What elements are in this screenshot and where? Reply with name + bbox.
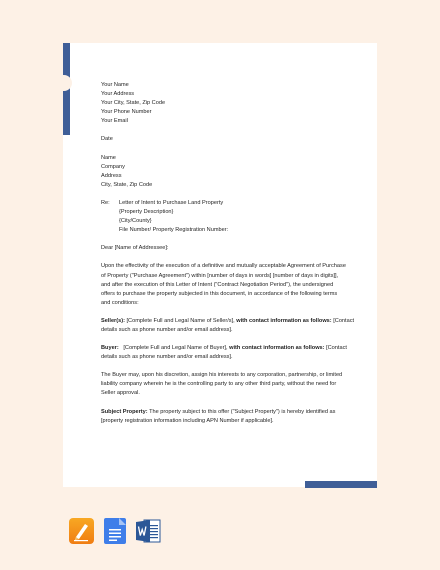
re-label: Re: [101, 199, 110, 206]
google-docs-icon[interactable] [104, 518, 126, 544]
word-icon[interactable] [136, 518, 161, 544]
intro-line: of Property ("Purchase Agreement") within [number of days in words] [number of days in digits]], [101, 272, 339, 279]
recipient-address: Address [101, 172, 122, 179]
date-line: Date [101, 136, 113, 143]
re-city-county: {City/County} [119, 218, 152, 225]
subject-label: Subject Property: [101, 408, 148, 415]
seller-paragraph [101, 317, 369, 335]
buyer-paragraph [101, 344, 369, 362]
recipient-name: Name [101, 154, 116, 161]
sender-address: Your Address [101, 91, 135, 98]
pages-icon[interactable] [69, 518, 94, 544]
sender-city: Your City, State, Zip Code [101, 100, 166, 107]
sender-block [101, 81, 369, 126]
re-block [101, 199, 369, 235]
seller-contact-details: details such as phone number and/or email address]. [101, 326, 233, 333]
buyer-name-placeholder: [Complete Full and Legal Name of Buyer], [118, 345, 230, 352]
re-property-description: {Property Description} [119, 209, 174, 216]
seller-label: Seller(s): [101, 317, 125, 324]
bottom-accent-bar [305, 481, 377, 488]
letter-body [101, 81, 369, 426]
subject-details: [property registration information including APN Number if applicable]. [101, 417, 274, 424]
sender-name: Your Name [101, 82, 129, 88]
re-file-number: File Number/ Property Registration Number: [119, 227, 229, 234]
recipient-company: Company [101, 163, 125, 170]
subject-text: The property subject to this offer ("Subject Property") is hereby identified as [147, 408, 336, 415]
seller-contact-text: [Contact [331, 317, 355, 324]
assign-paragraph [101, 371, 369, 398]
buyer-label: Buyer: [101, 345, 119, 352]
re-subject: Letter of Intent to Purchase Land Property [119, 199, 224, 206]
intro-line: and conditions: [101, 299, 139, 306]
intro-line: offers to purchase the property subjected in this document, in accordance of the following terms [101, 290, 338, 297]
seller-name-placeholder: [Complete Full and Legal Name of Seller/s], [124, 317, 237, 324]
recipient-block [101, 154, 369, 190]
intro-line: and after the execution of this Letter of Intent ("Contract Negotiation Period"), the undersigned [101, 281, 334, 288]
sender-phone: Your Phone Number [101, 109, 152, 116]
buyer-contact-label: with contact information as follows: [229, 345, 325, 352]
intro-paragraph [101, 262, 369, 307]
buyer-contact-details: details such as phone number and/or email address]. [101, 354, 233, 361]
salutation: Dear [Name of Addressee]: [101, 245, 169, 252]
assign-line: Seller approval. [101, 390, 140, 397]
intro-line: Upon the effectivity of the execution of a definitive and mutually acceptable Agreement of Purchase [101, 263, 346, 270]
subject-paragraph [101, 408, 369, 426]
assign-line: The Buyer may, upon his discretion, assign his interests to any corporation, partnership, or limited [101, 372, 343, 379]
recipient-city: City, State, Zip Code [101, 181, 153, 188]
assign-line: liability company wherein he is the controlling party to any other third party, without the need for [101, 381, 337, 388]
seller-contact-label: with contact information as follows: [236, 317, 332, 324]
sender-email: Your Email [101, 118, 128, 125]
buyer-contact-text: [Contact [324, 345, 347, 352]
